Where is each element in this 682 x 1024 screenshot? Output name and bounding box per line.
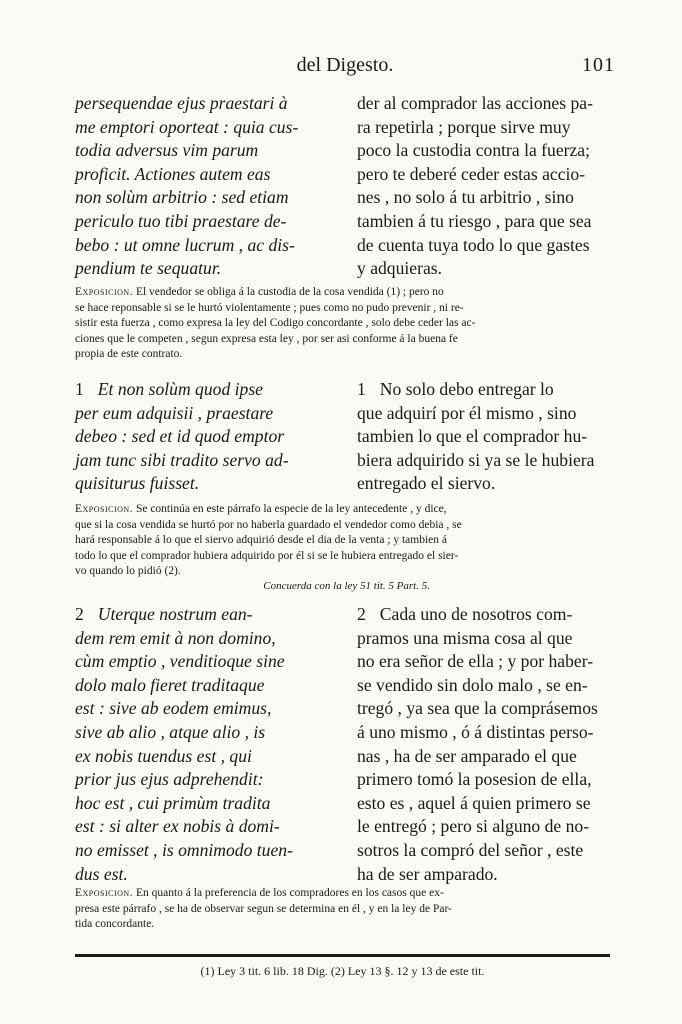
latin-line: non solùm arbitrio : sed etiam: [75, 187, 289, 208]
exposicion-text: propia de este contrato.: [75, 348, 183, 361]
spanish-line: no era señor de ella ; y por haber-: [357, 651, 594, 672]
latin-line: todia adversus vim parum: [75, 140, 259, 161]
latin-line: dem rem emit à non domino,: [75, 627, 276, 648]
spanish-line: Cada uno de nosotros com-: [379, 604, 573, 624]
spanish-line: tambien á tu riesgo , para que sea: [357, 210, 592, 231]
exposicion-label: Exposicion.: [75, 887, 134, 899]
spanish-line: y adquieras.: [357, 258, 443, 279]
latin-line: no emisset , is omnimodo tuen-: [75, 839, 293, 860]
latin-line: Uterque nostrum ean-: [97, 604, 253, 624]
latin-line: per eum adquisii , praestare: [75, 402, 274, 423]
spanish-line: de cuenta tuya todo lo que gastes: [357, 234, 590, 255]
spanish-line: sotros la compró del señor , este: [357, 839, 584, 860]
exposicion-text: se hace reponsable si se le hurtó violentamente ; pues como no pudo prevenir , ni re-: [75, 301, 464, 314]
latin-line: me emptori oporteat : quia cus-: [75, 116, 299, 137]
exposicion-text: En quanto á la preferencia de los compradores en los casos que ex-: [133, 887, 444, 899]
latin-line: pendium te sequatur.: [75, 258, 222, 279]
page-number: 101: [582, 54, 615, 76]
exposicion-text: que si la cosa vendida se hurtó por no haberla guardado el vendedor como debia , se: [75, 518, 462, 531]
exposicion-text: El vendedor se obliga á la custodia de la cosa vendida (1) ; pero no: [133, 286, 444, 298]
running-title: del Digesto.: [296, 54, 394, 76]
spanish-line: tregó , ya sea que la comprásemos: [357, 698, 598, 719]
running-header: [75, 54, 615, 82]
exposicion-text: presa este párrafo , se ha de observar segun se determina en él , y en la ley de Par-: [75, 902, 452, 915]
spanish-line: se vendido sin dolo malo , se en-: [357, 674, 588, 695]
paragraph-number: 1: [75, 379, 84, 399]
spanish-line: primero tomó la posesion de ella,: [357, 769, 592, 790]
exposicion-text: vo quando lo pidió (2).: [75, 565, 181, 578]
spanish-line: poco la custodia contra la fuerza;: [357, 140, 591, 161]
latin-column: [75, 603, 340, 886]
latin-line: debeo : sed et id quod emptor: [75, 426, 285, 447]
exposicion-text: hará responsable á lo que el siervo adquirió desde el dia de la venta ; y tambien á: [75, 534, 448, 547]
latin-line: ex nobis tuendus est , qui: [75, 745, 252, 766]
paragraph-number: 2: [357, 604, 366, 624]
spanish-line: le entregó ; pero si alguno de no-: [357, 816, 590, 837]
spanish-column: [357, 92, 617, 281]
latin-column: [75, 92, 340, 281]
footnote-divider: [75, 954, 610, 957]
exposicion-text: todo lo que el comprador hubiera adquirido por él si se le hubiera entregado el sier-: [75, 549, 459, 562]
latin-line: periculo tuo tibi praestare de-: [75, 210, 287, 231]
spanish-line: der al comprador las acciones pa-: [357, 93, 593, 113]
latin-line: jam tunc sibi tradito servo ad-: [75, 449, 289, 470]
spanish-line: ha de ser amparado.: [357, 863, 498, 884]
exposicion-label: Exposicion.: [75, 503, 134, 515]
latin-line: hoc est , cui primùm tradita: [75, 792, 271, 813]
spanish-line: pramos una misma cosa al que: [357, 627, 573, 648]
spanish-line: nas , ha de ser amparado el que: [357, 745, 577, 766]
spanish-line: entregado el siervo.: [357, 473, 496, 494]
latin-line: quisiturus fuisset.: [75, 473, 200, 494]
spanish-line: nes , no solo á tu arbitrio , sino: [357, 187, 574, 208]
spanish-line: biera adquirido si ya se le hubiera: [357, 449, 595, 470]
spanish-column: [357, 603, 617, 886]
latin-line: Et non solùm quod ipse: [97, 379, 263, 399]
latin-line: sive ab alio , atque alio , is: [75, 721, 266, 742]
exposicion-text: sistir esta fuerza , como expresa la ley del Codigo concordante , solo debe ceder las ac-: [75, 317, 476, 330]
paragraph-number: 1: [357, 379, 366, 399]
exposicion-text: Se continúa en este párrafo la especie de la ley antecedente , y dice,: [133, 503, 447, 515]
spanish-line: No solo debo entregar lo: [379, 379, 554, 399]
latin-line: dus est.: [75, 863, 128, 884]
spanish-column: [357, 378, 617, 496]
latin-line: bebo : ut omne lucrum , ac dis-: [75, 234, 295, 255]
spanish-line: pero te deberé ceder estas accio-: [357, 163, 586, 184]
exposicion-3: [75, 886, 615, 933]
concordance-note: Concuerda con la ley 51 tit. 5 Part. 5.: [263, 580, 430, 592]
latin-line: dolo malo fieret traditaque: [75, 674, 265, 695]
latin-line: est : si alter ex nobis à domi-: [75, 816, 280, 837]
footnote: (1) Ley 3 tit. 6 lib. 18 Dig. (2) Ley 13 §. 12 y 13 de este tit.: [200, 964, 485, 978]
exposicion-1: [75, 285, 615, 363]
exposicion-label: Exposicion.: [75, 286, 134, 298]
spanish-line: que adquirí por él mismo , sino: [357, 402, 577, 423]
exposicion-2: [75, 502, 615, 580]
latin-line: persequendae ejus praestari à: [75, 93, 288, 113]
spanish-line: esto es , aquel á quien primero se: [357, 792, 591, 813]
spanish-line: á uno mismo , ó á distintas perso-: [357, 721, 594, 742]
latin-line: proficit. Actiones autem eas: [75, 163, 271, 184]
paragraph-number: 2: [75, 604, 84, 624]
latin-column: [75, 378, 340, 496]
spanish-line: tambien lo que el comprador hu-: [357, 426, 588, 447]
exposicion-text: ciones que le competen , segun expresa esta ley , por ser asi conforme á la buena fe: [75, 332, 458, 345]
latin-line: est : sive ab eodem emimus,: [75, 698, 272, 719]
exposicion-text: tida concordante.: [75, 918, 155, 931]
latin-line: cùm emptio , venditioque sine: [75, 651, 285, 672]
latin-line: prior jus ejus adprehendit:: [75, 769, 264, 790]
spanish-line: ra repetirla ; porque sirve muy: [357, 116, 571, 137]
